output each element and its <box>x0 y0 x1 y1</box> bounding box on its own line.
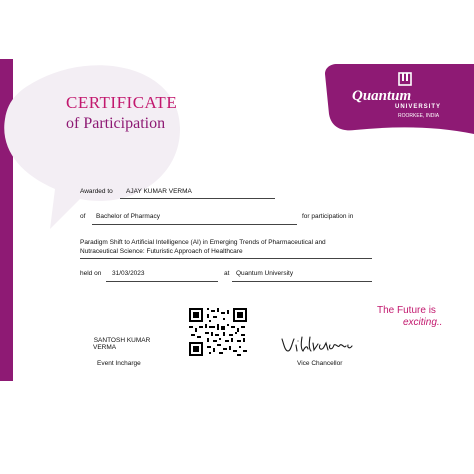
event-incharge-name-line2: VERMA <box>93 344 117 351</box>
logo-location: ROORKEE, INDIA <box>398 113 440 119</box>
certificate-title: CERTIFICATE <box>66 93 178 112</box>
at-value: Quantum University <box>236 270 294 277</box>
quantum-emblem-icon <box>398 72 412 86</box>
of-value: Bachelor of Pharmacy <box>96 213 160 220</box>
at-label: at <box>224 270 230 277</box>
awarded-underline <box>120 198 275 199</box>
event-incharge-role: Event Incharge <box>97 360 141 367</box>
logo-university: UNIVERSITY <box>395 104 442 110</box>
tagline-line1: The Future is <box>377 305 436 316</box>
awarded-label: Awarded to <box>80 188 113 195</box>
held-on-label: held on <box>80 270 102 277</box>
at-underline <box>232 281 372 282</box>
logo-name: Quantum <box>352 88 412 104</box>
of-underline <box>92 224 297 225</box>
certificate-subtitle: of Participation <box>66 115 166 132</box>
awarded-value: AJAY KUMAR VERMA <box>126 188 192 195</box>
event-title-line1: Paradigm Shift to Artificial Intelligence (AI) in Emerging Trends of Pharmaceutical and <box>80 239 326 246</box>
vice-chancellor-role: Vice Chancellor <box>297 360 343 367</box>
participation-label: for participation in <box>302 213 354 220</box>
qr-code-icon <box>189 308 247 356</box>
watermark-shape <box>0 59 180 239</box>
event-title-line2: Nutraceutical Science: Futuristic Approach of Healthcare <box>80 248 243 255</box>
held-on-value: 31/03/2023 <box>112 270 145 277</box>
signature-image <box>280 335 360 357</box>
event-underline <box>80 258 372 259</box>
event-incharge-name <box>82 337 162 351</box>
held-on-underline <box>106 281 218 282</box>
tagline-line2: exciting.. <box>403 317 443 328</box>
event-incharge-name-line1: SANTOSH KUMAR <box>93 337 151 344</box>
of-label: of <box>80 213 86 220</box>
